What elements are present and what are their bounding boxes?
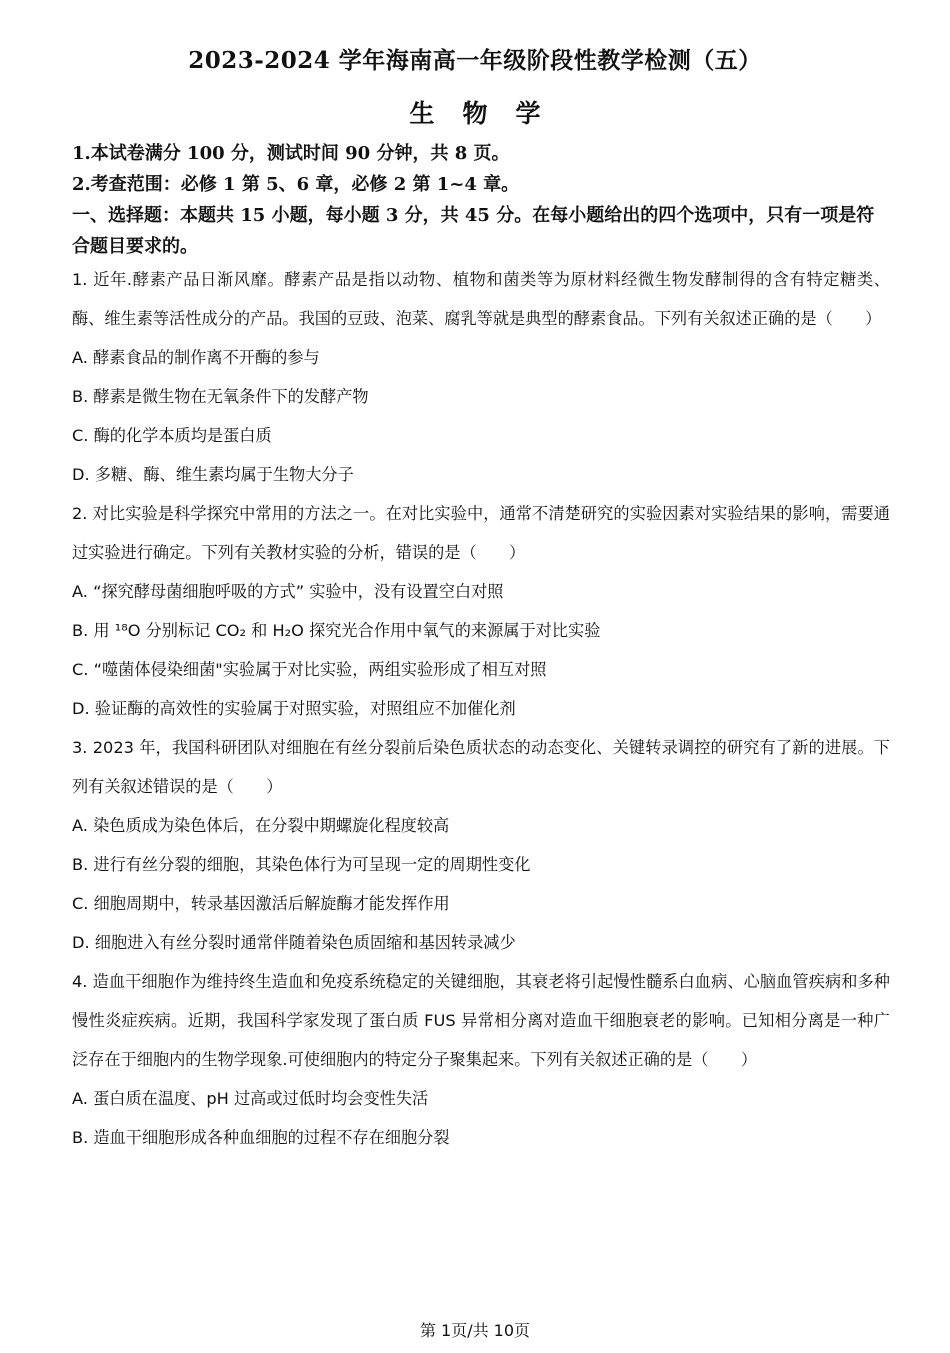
question — [72, 260, 890, 494]
exam-notes — [72, 138, 892, 262]
question-list — [72, 260, 890, 1157]
option: B. 用 ¹⁸O 分别标记 CO₂ 和 H₂O 探究光合作用中氧气的来源属于对比实验 — [72, 621, 601, 640]
option: A. 染色质成为染色体后，在分裂中期螺旋化程度较高 — [72, 816, 450, 835]
option: D. 验证酶的高效性的实验属于对照实验，对照组应不加催化剂 — [72, 699, 516, 718]
page-number: 第 1页/共 10页 — [419, 1321, 531, 1340]
option: A. 酵素食品的制作离不开酶的参与 — [72, 348, 320, 367]
question-stem: 3. 2023 年，我国科研团队对细胞在有丝分裂前后染色质状态的动态变化、关键转录调控的研究有了新的进展。下列有关叙述错误的是（ ） — [72, 738, 890, 796]
option: C. 酶的化学本质均是蛋白质 — [72, 426, 272, 445]
question — [72, 494, 890, 728]
section-heading: 一、选择题：本题共 15 小题，每小题 3 分，共 45 分。在每小题给出的四个选项中，只有一项是符合题目要求的。 — [72, 205, 875, 257]
option: A. “探究酵母菌细胞呼吸的方式” 实验中，没有设置空白对照 — [72, 582, 504, 601]
question-stem: 1. 近年.酵素产品日渐风靡。酵素产品是指以动物、植物和菌类等为原材料经微生物发酵制得的含有特定糖类、酶、维生素等活性成分的产品。我国的豆豉、泡菜、腐乳等就是典型的酵素食品。下列有关叙述正确的是（ ） — [72, 270, 890, 328]
question-stem: 4. 造血干细胞作为维持终生造血和免疫系统稳定的关键细胞，其衰老将引起慢性髓系白血病、心脑血管疾病和多种慢性炎症疾病。近期，我国科学家发现了蛋白质 FUS 异常相分离对造血干细胞衰老的影响。已知相分离是一种广泛存在于细胞内的生物学现象.可使细胞内的特定分子聚集起来。下列有关叙述正确的是（ ） — [72, 972, 890, 1069]
question — [72, 728, 890, 962]
note-item: 2.考查范围：必修 1 第 5、6 章，必修 2 第 1~4 章。 — [72, 174, 520, 195]
question-stem: 2. 对比实验是科学探究中常用的方法之一。在对比实验中，通常不清楚研究的实验因素对实验结果的影响，需要通过实验进行确定。下列有关教材实验的分析，错误的是（ ） — [72, 504, 890, 562]
option: A. 蛋白质在温度、pH 过高或过低时均会变性失活 — [72, 1089, 429, 1108]
option: C. 细胞周期中，转录基因激活后解旋酶才能发挥作用 — [72, 894, 450, 913]
option: D. 细胞进入有丝分裂时通常伴随着染色质固缩和基因转录减少 — [72, 933, 516, 952]
option: B. 造血干细胞形成各种血细胞的过程不存在细胞分裂 — [72, 1128, 450, 1147]
exam-title: 2023-2024 学年海南高一年级阶段性教学检测（五） — [188, 47, 762, 74]
option: B. 酵素是微生物在无氧条件下的发酵产物 — [72, 387, 369, 406]
option: B. 进行有丝分裂的细胞，其染色体行为可呈现一定的周期性变化 — [72, 855, 531, 874]
option: D. 多糖、酶、维生素均属于生物大分子 — [72, 465, 354, 484]
note-item: 1.本试卷满分 100 分，测试时间 90 分钟，共 8 页。 — [72, 143, 510, 164]
option: C. “噬菌体侵染细菌"实验属于对比实验，两组实验形成了相互对照 — [72, 660, 547, 679]
subject-title: 生物学 — [409, 99, 569, 128]
question — [72, 962, 890, 1157]
